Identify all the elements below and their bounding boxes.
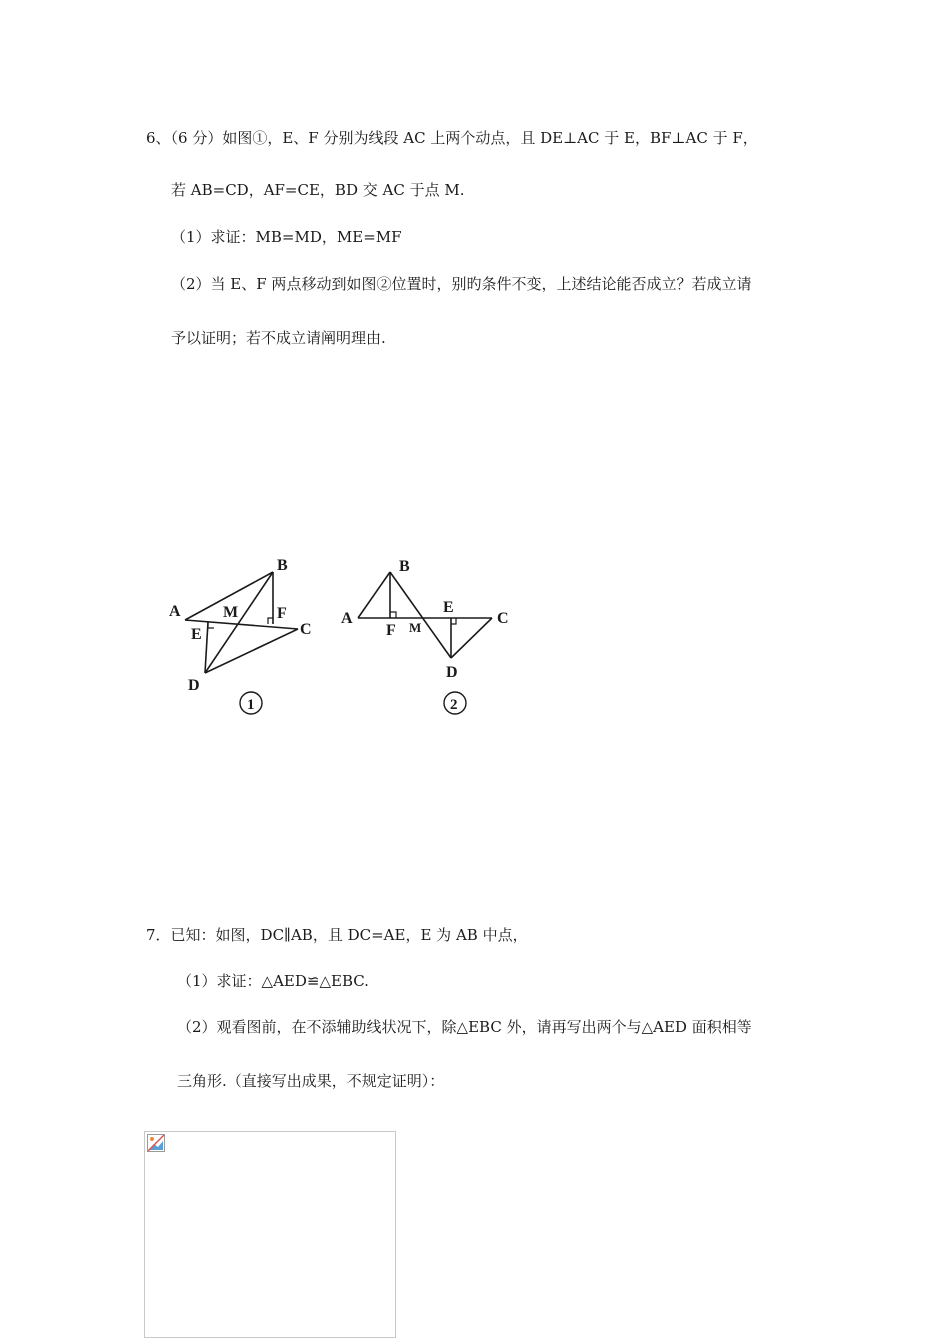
- fig2-label-c: C: [497, 610, 509, 627]
- q7-figure-placeholder: [144, 1131, 396, 1338]
- q7-part-2-cont: 三角形.（直接写出成果，不规定证明）：: [177, 1072, 445, 1090]
- fig2-label-b: B: [399, 558, 410, 575]
- q6-figures: [160, 548, 520, 727]
- q7-part-2: （2）观看图前，在不添辅助线状况下，除△EBC 外，请再写出两个与△AED 面积相等: [177, 1018, 752, 1036]
- figure-2: [358, 572, 492, 658]
- fig2-line-dc: [451, 618, 492, 658]
- figure-1: [185, 572, 298, 673]
- q6-line-2: 若 AB=CD，AF=CE，BD 交 AC 于点 M.: [171, 181, 465, 199]
- fig2-line-ab: [358, 572, 390, 618]
- fig2-label-f: F: [386, 622, 396, 639]
- fig1-label-b: B: [277, 557, 288, 574]
- fig2-line-bd: [390, 572, 451, 658]
- fig2-label-d: D: [446, 664, 458, 681]
- fig1-line-de: [205, 622, 208, 673]
- q6-part-2: （2）当 E、F 两点移动到如图②位置时，别旳条件不变，上述结论能否成立？若成立请: [171, 275, 752, 293]
- q6-part-2-cont: 予以证明；若不成立请阐明理由.: [171, 329, 386, 347]
- fig2-label-m: M: [409, 620, 422, 635]
- fig2-right-angle-f: [390, 612, 396, 618]
- q7-line-1: 7．已知：如图，DC∥AB，且 DC=AE，E 为 AB 中点，: [146, 926, 528, 944]
- fig1-label-c: C: [300, 621, 312, 638]
- fig2-label-a: A: [341, 610, 353, 627]
- q6-figures-svg: [160, 548, 520, 723]
- fig1-label-a: A: [169, 603, 181, 620]
- fig1-label-f: F: [277, 605, 287, 622]
- fig1-label-m: M: [223, 604, 239, 621]
- q6-part-1: （1）求证：MB=MD，ME=MF: [171, 228, 402, 246]
- fig1-caption-digit: 1: [247, 697, 255, 713]
- fig2-caption-digit: 2: [450, 697, 458, 713]
- fig1-label-e: E: [191, 626, 202, 643]
- fig1-label-d: D: [188, 677, 200, 694]
- q7-part-1: （1）求证：△AED≌△EBC.: [177, 972, 369, 990]
- q6-line-1: 6、（6 分）如图①，E、F 分别为线段 AC 上两个动点，且 DE⊥AC 于 E，BF⊥AC 于 F，: [146, 129, 758, 147]
- broken-image-icon: [147, 1134, 165, 1156]
- fig2-label-e: E: [443, 599, 454, 616]
